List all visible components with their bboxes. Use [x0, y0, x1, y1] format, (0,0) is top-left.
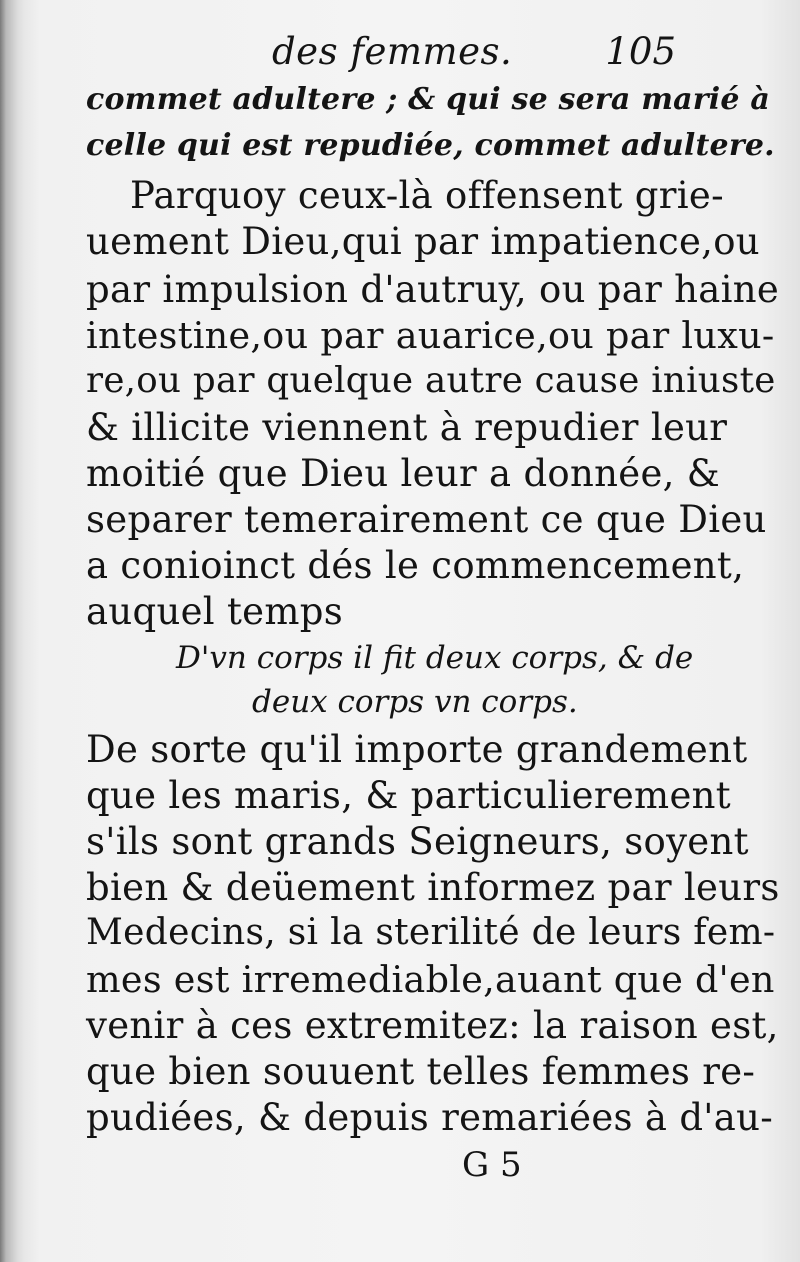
text-line: a conioinct dés le commencement, — [86, 544, 745, 587]
text-line: pudiées, & depuis remariées à d'au- — [86, 1096, 774, 1139]
text-line: moitié que Dieu leur a donnée, & — [86, 452, 721, 495]
italic-line: commet adultere ; & qui se sera marié à — [86, 82, 770, 117]
text-line: separer temerairement ce que Dieu — [86, 498, 767, 541]
page-number: 105 — [605, 30, 676, 73]
page-header — [86, 22, 676, 82]
text-line: venir à ces extremitez: la raison est, — [86, 1004, 779, 1047]
text-line: s'ils sont grands Seigneurs, soyent — [86, 820, 749, 863]
text-line: & illicite viennent à repudier leur — [86, 406, 728, 449]
signature-mark: G 5 — [462, 1145, 522, 1185]
text-line: re,ou par quelque autre cause iniuste — [86, 360, 776, 401]
text-line: De sorte qu'il importe grandement — [86, 728, 748, 771]
text-line: uement Dieu,qui par impatience,ou — [86, 220, 760, 263]
text-line: Medecins, si la sterilité de leurs fem- — [86, 912, 776, 953]
page-gutter-shadow — [0, 0, 24, 1262]
italic-line: celle qui est repudiée, commet adultere. — [86, 128, 775, 163]
text-line: mes est irremediable,auant que d'en — [86, 958, 775, 1001]
text-line: que bien souuent telles femmes re- — [86, 1050, 756, 1093]
text-line: bien & deüement informez par leurs — [86, 866, 780, 909]
text-line: Parquoy ceux-là offensent grie- — [130, 174, 724, 217]
text-line: que les maris, & particulierement — [86, 774, 731, 817]
text-line: auquel temps — [86, 590, 344, 633]
running-head: des femmes. — [272, 30, 513, 73]
verse-line: D'vn corps il fit deux corps, & de — [176, 640, 694, 676]
text-line: par impulsion d'autruy, ou par haine — [86, 268, 780, 311]
verse-line: deux corps vn corps. — [252, 684, 578, 720]
text-line: intestine,ou par auarice,ou par luxu- — [86, 314, 775, 357]
